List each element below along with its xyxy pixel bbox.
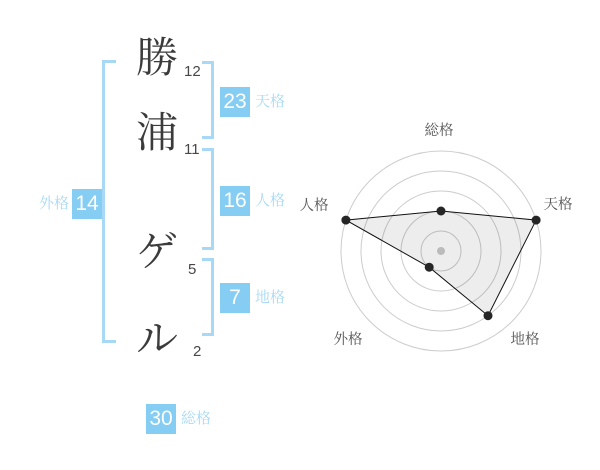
soukaku-badge: 30 [146, 404, 176, 434]
tenkaku-bracket [202, 61, 214, 139]
stroke-count-4: 2 [193, 343, 202, 360]
data-point [425, 263, 434, 272]
gaikaku-badge: 14 [72, 189, 102, 219]
tenkaku-badge: 23 [220, 87, 250, 117]
radar-chart [295, 111, 595, 361]
name-char-4: ル [135, 315, 178, 362]
data-point [437, 207, 446, 216]
name-char-3: ゲ [135, 228, 178, 275]
center-dot [437, 247, 445, 255]
radar-chart-svg [295, 111, 595, 361]
axis-label-5: 人格 [299, 198, 329, 214]
axis-label-1: 総格 [424, 123, 454, 139]
jinkaku-badge: 16 [220, 186, 250, 216]
jinkaku-bracket [202, 148, 214, 250]
axis-label-3: 地格 [510, 332, 540, 348]
tenkaku-label: 天格 [255, 93, 286, 110]
stroke-count-1: 12 [184, 63, 201, 80]
chikaku-badge: 7 [220, 283, 250, 313]
stroke-count-3: 5 [188, 261, 197, 278]
axis-label-2: 天格 [543, 197, 573, 213]
axis-label-4: 外格 [333, 332, 363, 348]
name-char-2: 浦 [135, 109, 178, 156]
name-char-1: 勝 [135, 34, 178, 81]
gaikaku-label: 外格 [39, 195, 70, 212]
data-point [341, 216, 350, 225]
data-polygon [346, 211, 536, 316]
soukaku-label: 総格 [181, 410, 212, 427]
data-point [532, 216, 541, 225]
gaikaku-bracket [102, 60, 116, 343]
jinkaku-label: 人格 [255, 192, 286, 209]
data-point [484, 311, 493, 320]
stroke-count-2: 11 [184, 141, 200, 158]
chikaku-label: 地格 [255, 289, 286, 306]
chikaku-bracket [202, 258, 214, 336]
